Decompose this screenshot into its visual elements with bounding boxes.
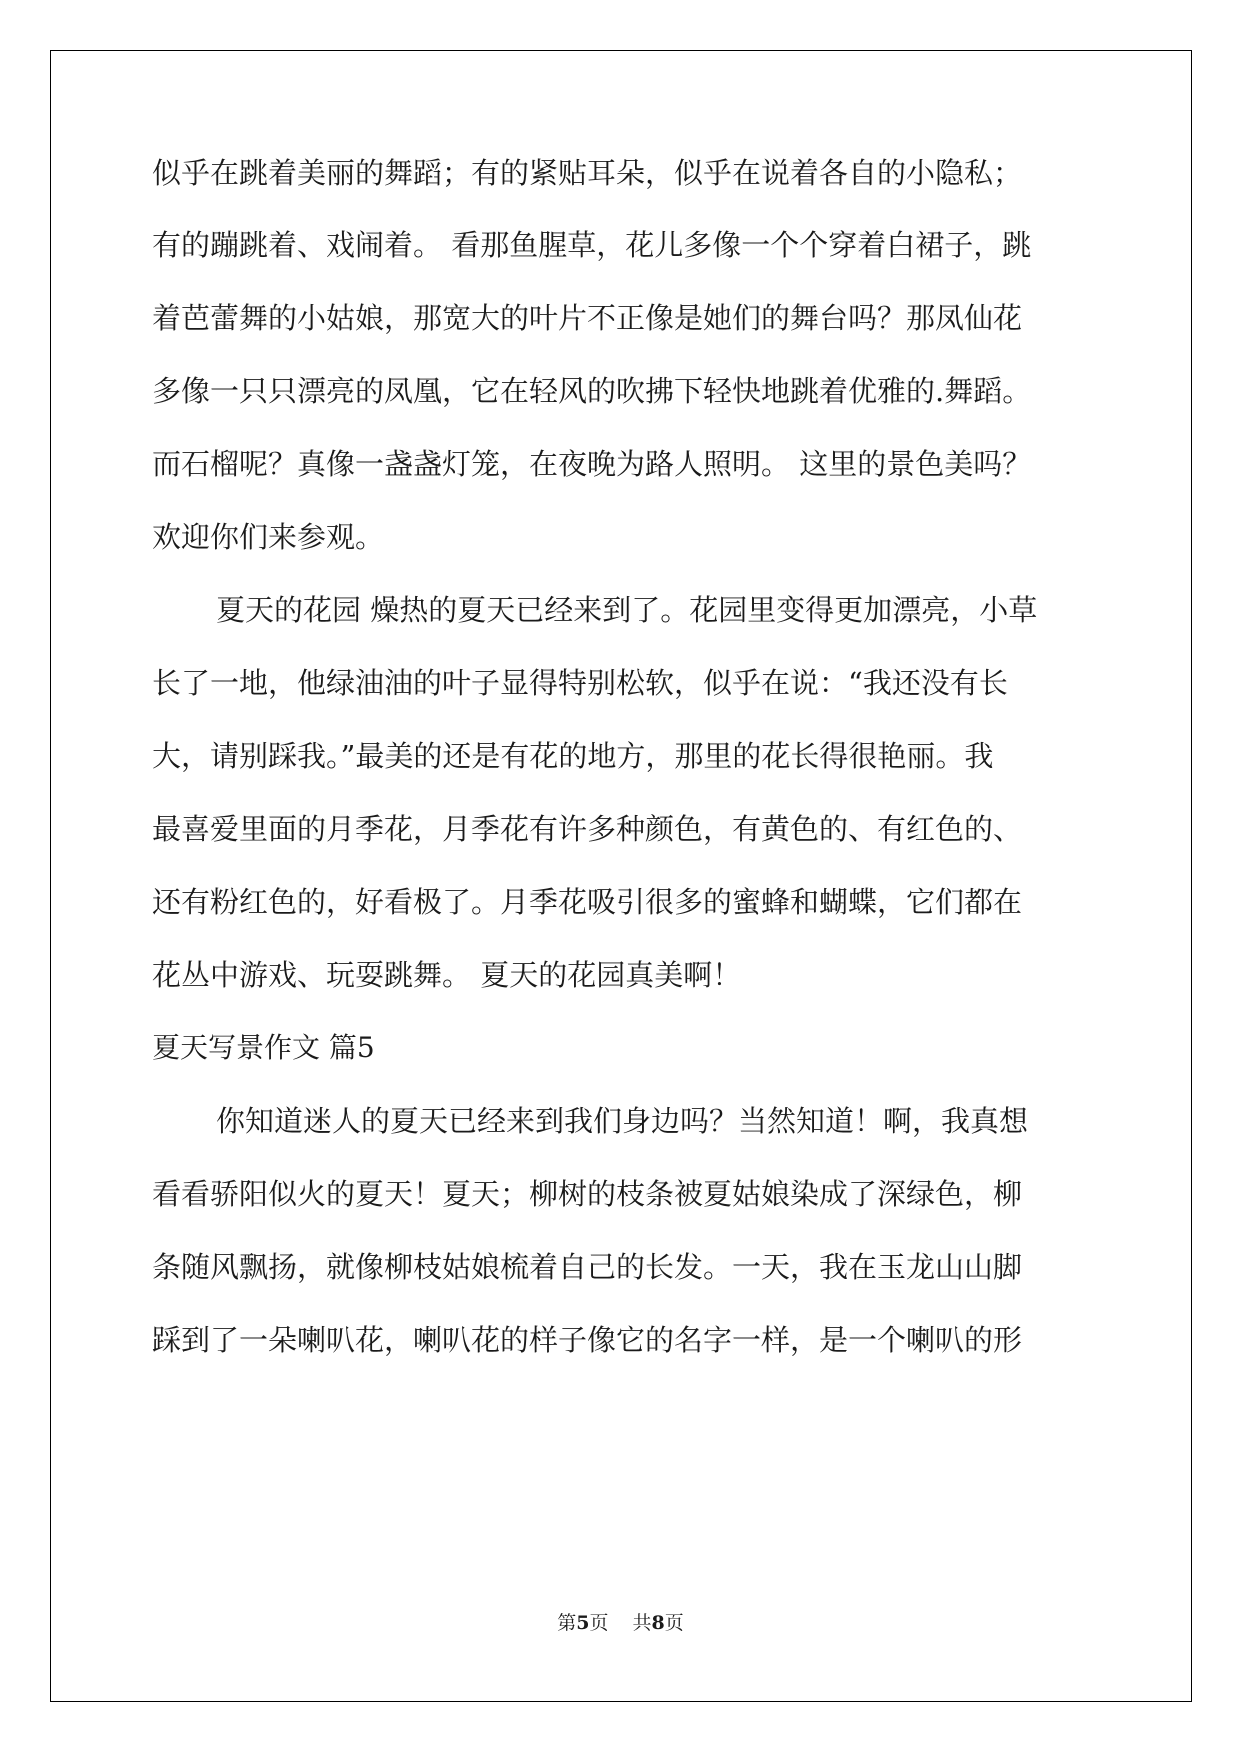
total-page-number: 8: [651, 1612, 665, 1634]
text-line: 还有粉红色的，好看极了。月季花吸引很多的蜜蜂和蝴蝶，它们都在: [152, 885, 1023, 919]
page-suffix: 页: [589, 1612, 609, 1634]
page-footer: [0, 1610, 1241, 1636]
text-line: 有的蹦跳着、戏闹着。 看那鱼腥草，花儿多像一个个穿着白裙子，跳: [152, 228, 1032, 262]
text-line: 着芭蕾舞的小姑娘，那宽大的叶片不正像是她们的舞台吗？那凤仙花: [152, 301, 1023, 335]
text-line: 长了一地，他绿油油的叶子显得特别松软，似乎在说：“我还没有长: [152, 666, 1008, 700]
text-line: 而石榴呢？真像一盏盏灯笼，在夜晚为路人照明。 这里的景色美吗？: [152, 447, 1032, 481]
total-prefix: 共: [632, 1612, 652, 1634]
text-line: 看看骄阳似火的夏天！夏天；柳树的枝条被夏姑娘染成了深绿色，柳: [152, 1177, 1023, 1211]
section-heading: 夏天写景作文 篇5: [152, 1031, 375, 1064]
text-line: 花丛中游戏、玩耍跳舞。 夏天的花园真美啊！: [152, 958, 742, 992]
text-line: 最喜爱里面的月季花，月季花有许多种颜色，有黄色的、有红色的、: [152, 812, 1023, 846]
current-page-number: 5: [576, 1612, 590, 1634]
text-line: 欢迎你们来参观。: [152, 520, 385, 554]
paragraph-first-line: 夏天的花园 燥热的夏天已经来到了。花园里变得更加漂亮，小草: [216, 593, 1038, 627]
text-line: 大，请别踩我。”最美的还是有花的地方，那里的花长得很艳丽。我: [152, 739, 994, 773]
text-line: 踩到了一朵喇叭花，喇叭花的样子像它的名字一样，是一个喇叭的形: [152, 1323, 1023, 1357]
text-line: 似乎在跳着美丽的舞蹈；有的紧贴耳朵，似乎在说着各自的小隐私；: [152, 156, 1023, 190]
paragraph-first-line: 你知道迷人的夏天已经来到我们身边吗？当然知道！啊，我真想: [216, 1104, 1029, 1138]
total-suffix: 页: [664, 1612, 684, 1634]
text-line: 条随风飘扬，就像柳枝姑娘梳着自己的长发。一天，我在玉龙山山脚: [152, 1250, 1023, 1284]
page-prefix: 第: [557, 1612, 577, 1634]
text-line: 多像一只只漂亮的凤凰，它在轻风的吹拂下轻快地跳着优雅的.舞蹈。: [152, 374, 1032, 408]
